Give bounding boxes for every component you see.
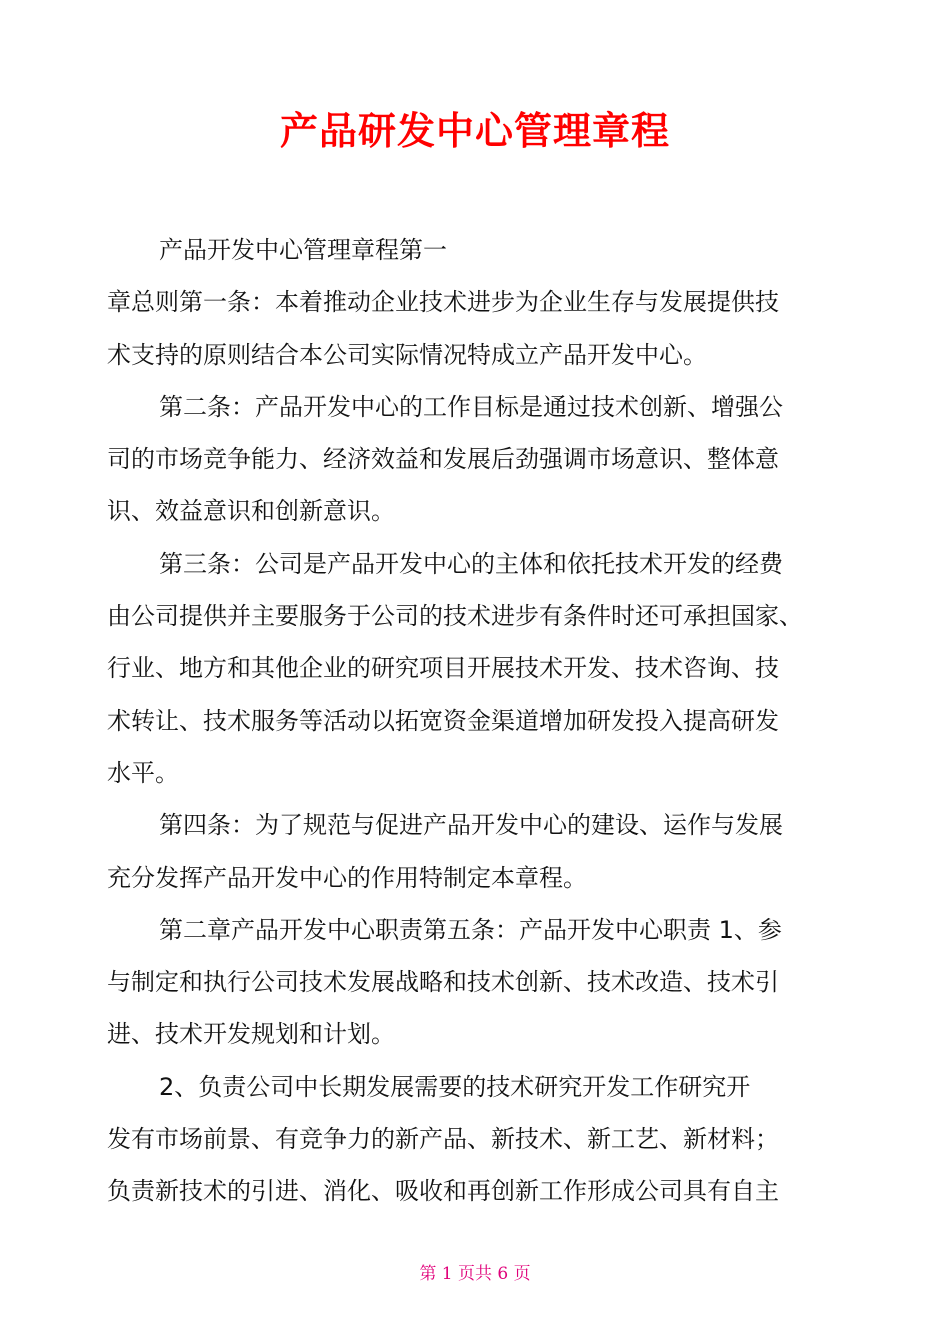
paragraph-line: 术转让、技术服务等活动以拓宽资金渠道增加研发投入提高研发 <box>107 706 779 735</box>
paragraph-line: 水平。 <box>107 758 179 787</box>
paragraph-line: 章总则第一条：本着推动企业技术进步为企业生存与发展提供技 <box>107 288 779 317</box>
paragraph-line: 行业、地方和其他企业的研究项目开展技术开发、技术咨询、技 <box>107 654 779 683</box>
paragraph-line: 2、负责公司中长期发展需要的技术研究开发工作研究开 <box>159 1072 751 1101</box>
paragraph-line: 司的市场竞争能力、经济效益和发展后劲强调市场意识、整体意 <box>107 445 779 474</box>
paragraph-line: 负责新技术的引进、消化、吸收和再创新工作形成公司具有自主 <box>107 1177 779 1206</box>
paragraph-line: 第三条：公司是产品开发中心的主体和依托技术开发的经费 <box>159 549 783 578</box>
paragraph-line: 与制定和执行公司技术发展战略和技术创新、技术改造、技术引 <box>107 968 779 997</box>
paragraph-line: 由公司提供并主要服务于公司的技术进步有条件时还可承担国家、 <box>107 602 803 631</box>
paragraph-line: 第二条：产品开发中心的工作目标是通过技术创新、增强公 <box>159 392 783 421</box>
paragraph-line: 识、效益意识和创新意识。 <box>107 497 395 526</box>
paragraph-line: 充分发挥产品开发中心的作用特制定本章程。 <box>107 863 587 892</box>
paragraph-line: 产品开发中心管理章程第一 <box>159 236 447 264</box>
paragraph-line: 发有市场前景、有竞争力的新产品、新技术、新工艺、新材料； <box>107 1125 779 1154</box>
paragraph-line: 第二章产品开发中心职责第五条：产品开发中心职责 1、参 <box>159 915 782 944</box>
page-number-footer: 第 1 页共 6 页 <box>419 1264 531 1284</box>
paragraph-line: 第四条：为了规范与促进产品开发中心的建设、运作与发展 <box>159 811 783 840</box>
paragraph-line: 进、技术开发规划和计划。 <box>107 1020 395 1049</box>
document-title: 产品研发中心管理章程 <box>279 109 670 153</box>
paragraph-line: 术支持的原则结合本公司实际情况特成立产品开发中心。 <box>107 340 707 369</box>
document-body <box>107 224 843 1218</box>
